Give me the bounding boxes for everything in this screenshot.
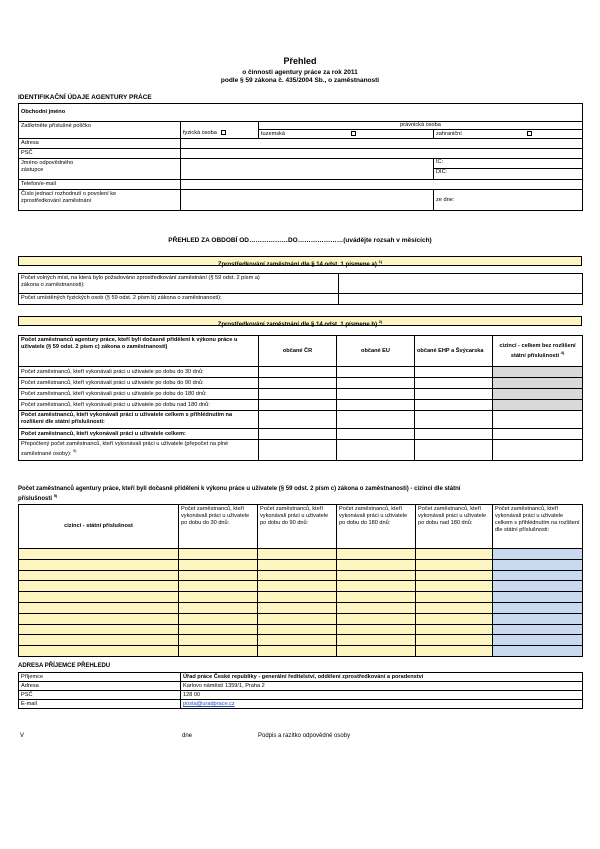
- section-b-col-main: Počet zaměstnanců agentury práce, kteří byli dočasně přiděleni k výkonu práce u uživatele (§ 59 odst. 2 písm c) zákona o zaměstnanosti): [19, 336, 259, 367]
- section-b-col-ehp: občané EHP a Švýcarska: [415, 336, 493, 367]
- count-field[interactable]: [179, 602, 258, 613]
- recalc-cz-field[interactable]: [259, 440, 337, 461]
- recipient-heading: ADRESA PŘÍJEMCE PŘEHLEDU: [18, 663, 111, 669]
- row-over-180-eu-field[interactable]: [337, 400, 415, 411]
- section-b-col-foreign-text: cizinci - celkem bez rozlišení státní příslušnosti: [499, 342, 576, 359]
- phone-field[interactable]: [181, 180, 583, 190]
- nationality-field[interactable]: [19, 581, 179, 592]
- section-c-col-total: Počet zaměstnanců, kteří vykonávali práci u uživatele celkem s přihlédnutím na rozlišení dle státní příslušnosti:: [493, 505, 583, 549]
- check-label: Zaškrtněte příslušné políčko: [19, 122, 181, 139]
- section-c-table: [18, 504, 583, 657]
- ic-label: IČ:: [436, 159, 444, 165]
- section-c-col-over-180: Počet zaměstnanců, kteří vykonávali práci u uživatele po dobu nad 180 dnů:: [416, 505, 493, 549]
- responsible-field[interactable]: [181, 159, 434, 180]
- responsible-label-line2: zástupce: [21, 166, 44, 173]
- document-legal-basis: podle § 59 zákona č. 435/2004 Sb., o zaměstnanosti: [220, 77, 380, 84]
- section-c-col-180: Počet zaměstnanců, kteří vykonávali práci u uživatele po dobu do 180 dnů:: [337, 505, 416, 549]
- psc-label: PSČ: [19, 149, 181, 159]
- row-90-eu-field[interactable]: [337, 378, 415, 389]
- foreign-checkbox[interactable]: [527, 131, 532, 136]
- total-with-ehp-field[interactable]: [415, 411, 493, 429]
- count-field[interactable]: [337, 592, 416, 603]
- count-field[interactable]: [258, 613, 337, 624]
- row-180-eu-field[interactable]: [337, 389, 415, 400]
- decision-label: [19, 190, 181, 211]
- count-field[interactable]: [416, 570, 493, 581]
- recipient-label: Příjemce: [19, 673, 181, 682]
- row-90-cz-field[interactable]: [259, 378, 337, 389]
- ident-table: [18, 103, 583, 211]
- section-a-bar: [18, 256, 582, 266]
- recipient-value: Úřad práce České republiky - generální ředitelství, oddělení zprostředkování a poradenství: [181, 673, 583, 682]
- total-eu-field[interactable]: [337, 429, 415, 440]
- vacancies-label-line2: zákona o zaměstnanosti):: [21, 281, 85, 288]
- total-field[interactable]: [493, 646, 583, 657]
- count-field[interactable]: [416, 602, 493, 613]
- count-field[interactable]: [179, 581, 258, 592]
- footer-date: dne: [182, 733, 193, 739]
- count-field[interactable]: [258, 635, 337, 646]
- row-over-180-cz-field[interactable]: [259, 400, 337, 411]
- legal-person-label: právnická osoba: [400, 122, 441, 128]
- nationality-field[interactable]: [19, 635, 179, 646]
- count-field[interactable]: [416, 646, 493, 657]
- ic-field[interactable]: [434, 159, 582, 169]
- vacancies-label: [19, 274, 339, 294]
- row-90-days-label: Počet zaměstnanců, kteří vykonávali práci u uživatele po dobu do 90 dnů:: [19, 378, 259, 389]
- count-field[interactable]: [179, 646, 258, 657]
- responsible-label-line1: Jméno odpovědného: [21, 160, 74, 166]
- table-row: [19, 602, 583, 613]
- count-field[interactable]: [258, 624, 337, 635]
- count-field[interactable]: [258, 570, 337, 581]
- section-a-table: [18, 273, 583, 305]
- row-180-days-label: Počet zaměstnanců, kteří vykonávali práci u uživatele po dobu do 180 dnů:: [19, 389, 259, 400]
- total-cz-field[interactable]: [259, 429, 337, 440]
- recipient-psc-label: PSČ: [19, 691, 181, 700]
- total-field[interactable]: [493, 570, 583, 581]
- section-c-col-nationality: cizinci - státní příslušnost: [19, 505, 179, 549]
- count-field[interactable]: [416, 549, 493, 560]
- count-field[interactable]: [416, 635, 493, 646]
- recipient-address-value: Karlovo náměstí 1359/1, Praha 2: [181, 682, 583, 691]
- count-field[interactable]: [179, 549, 258, 560]
- count-field[interactable]: [179, 592, 258, 603]
- section-b-col-cz: občané ČR: [259, 336, 337, 367]
- row-90-foreign-cell: [493, 378, 583, 389]
- document-subtitle: o činnosti agentury práce za rok 2011: [242, 69, 358, 76]
- table-row: [19, 570, 583, 581]
- section-c-heading-line1: Počet zaměstnanců agentury práce, kteří byli dočasně přiděleni k výkonu práce u uživatele (§ 59 odst. 2 písm c) zákona o zaměstnanosti) - cizinci dle státní: [18, 486, 461, 492]
- row-30-eu-field[interactable]: [337, 367, 415, 378]
- count-field[interactable]: [258, 592, 337, 603]
- section-c-rows: [19, 549, 583, 657]
- count-field[interactable]: [179, 559, 258, 570]
- count-field[interactable]: [416, 624, 493, 635]
- section-b-footnote: 2): [378, 319, 383, 324]
- section-c-footnote: 5): [53, 493, 58, 499]
- total-field[interactable]: [493, 559, 583, 570]
- responsible-label: [19, 159, 181, 180]
- total-field[interactable]: [493, 635, 583, 646]
- table-row: [19, 613, 583, 624]
- count-field[interactable]: [258, 602, 337, 613]
- total-field[interactable]: [493, 624, 583, 635]
- count-field[interactable]: [337, 635, 416, 646]
- section-b-col-eu: občané EU: [337, 336, 415, 367]
- address-field[interactable]: [181, 139, 583, 149]
- row-30-ehp-field[interactable]: [415, 367, 493, 378]
- recalc-ehp-field[interactable]: [415, 440, 493, 461]
- legal-person-group: [259, 122, 583, 139]
- row-180-cz-field[interactable]: [259, 389, 337, 400]
- total-field[interactable]: [493, 613, 583, 624]
- recipient-email-cell: [181, 700, 583, 709]
- count-field[interactable]: [179, 613, 258, 624]
- count-field[interactable]: [416, 559, 493, 570]
- domestic-label: tuzemská: [261, 131, 285, 137]
- total-foreign-field[interactable]: [493, 429, 583, 440]
- count-field[interactable]: [258, 549, 337, 560]
- table-row: [19, 592, 583, 603]
- section-b-table: [18, 335, 583, 461]
- total-field[interactable]: [493, 549, 583, 560]
- count-field[interactable]: [337, 581, 416, 592]
- count-field[interactable]: [337, 624, 416, 635]
- recipient-table: [18, 672, 583, 709]
- section-a-footnote: 1): [378, 259, 383, 264]
- count-field[interactable]: [337, 602, 416, 613]
- recalc-label-text: Přepočtený počet zaměstnanců, kteří vykonávali práci u uživatele (přepočet na plné zaměstnané osoby):: [21, 441, 229, 457]
- total-ehp-field[interactable]: [415, 429, 493, 440]
- table-row: [19, 624, 583, 635]
- section-c-col-90: Počet zaměstnanců, kteří vykonávali práci u uživatele po dobu do 90 dnů:: [258, 505, 337, 549]
- natural-person-label: fyzická osoba: [183, 130, 217, 137]
- psc-field[interactable]: [181, 149, 583, 159]
- decision-field[interactable]: [181, 190, 434, 211]
- section-c-heading: [18, 485, 582, 504]
- recalc-eu-field[interactable]: [337, 440, 415, 461]
- row-30-foreign-cell: [493, 367, 583, 378]
- count-field[interactable]: [179, 635, 258, 646]
- section-c-col-30: Počet zaměstnanců, kteří vykonávali práci u uživatele po dobu do 30 dnů:: [179, 505, 258, 549]
- count-field[interactable]: [337, 559, 416, 570]
- table-row: [19, 549, 583, 560]
- count-field[interactable]: [179, 570, 258, 581]
- recalc-foreign-field[interactable]: [493, 440, 583, 461]
- row-over-180-days-label: Počet zaměstnanců, kteří vykonávali práci u uživatele po dobu nad 180 dnů:: [19, 400, 259, 411]
- vacancies-field[interactable]: [339, 274, 583, 294]
- row-30-days-label: Počet zaměstnanců, kteří vykonávali práci u uživatele po dobu do 30 dnů:: [19, 367, 259, 378]
- placed-persons-field[interactable]: [339, 294, 583, 305]
- section-a-title: Zprostředkování zaměstnání dle § 14 odst. 1 písmene a): [217, 262, 377, 268]
- business-name-field[interactable]: [181, 104, 583, 122]
- total-field[interactable]: [493, 602, 583, 613]
- row-180-ehp-field[interactable]: [415, 389, 493, 400]
- table-row: [19, 581, 583, 592]
- total-with-nationality-label: Počet zaměstnanců, kteří vykonávali práci u uživatele celkem s přihlédnutím na rozlišení dle státní příslušnosti:: [19, 411, 259, 429]
- business-name-label: Obchodní jméno: [19, 104, 181, 122]
- natural-person-option[interactable]: [181, 122, 259, 139]
- section-b-col-foreign-footnote: 4): [560, 349, 565, 355]
- count-field[interactable]: [416, 592, 493, 603]
- phone-label: Telefon/e-mail: [19, 180, 181, 190]
- total-field[interactable]: [493, 581, 583, 592]
- nationality-field[interactable]: [19, 613, 179, 624]
- nationality-field[interactable]: [19, 592, 179, 603]
- count-field[interactable]: [337, 646, 416, 657]
- recipient-psc-value: 128 00: [181, 691, 583, 700]
- domestic-checkbox[interactable]: [351, 131, 356, 136]
- row-90-ehp-field[interactable]: [415, 378, 493, 389]
- placed-persons-label: Počet umístěných fyzických osob (§ 59 odst. 2 písm b) zákona o zaměstnanosti):: [19, 294, 339, 305]
- table-row: [19, 635, 583, 646]
- row-30-cz-field[interactable]: [259, 367, 337, 378]
- nationality-field[interactable]: [19, 570, 179, 581]
- nationality-field[interactable]: [19, 602, 179, 613]
- total-with-cz-field[interactable]: [259, 411, 337, 429]
- count-field[interactable]: [179, 624, 258, 635]
- count-field[interactable]: [416, 581, 493, 592]
- row-over-180-ehp-field[interactable]: [415, 400, 493, 411]
- nationality-field[interactable]: [19, 646, 179, 657]
- vacancies-label-line1: Počet volných míst, na která bylo požadováno zprostředkování zaměstnání (§ 59 odst. 2 písm a): [21, 275, 260, 281]
- table-row: [19, 646, 583, 657]
- section-b-col-foreign: [493, 336, 583, 367]
- decision-label-line2: zprostředkování zaměstnání: [21, 197, 92, 204]
- count-field[interactable]: [258, 559, 337, 570]
- section-b-bar: [18, 316, 582, 326]
- row-180-foreign-cell: [493, 389, 583, 400]
- recipient-email-label: E-mail: [19, 700, 181, 709]
- row-over-180-foreign-cell: [493, 400, 583, 411]
- total-label: Počet zaměstnanců, kteří vykonávali práci u uživatele celkem:: [19, 429, 259, 440]
- total-field[interactable]: [493, 592, 583, 603]
- ic-dic-cell: [434, 159, 583, 180]
- document-title: Přehled: [283, 56, 317, 66]
- nationality-field[interactable]: [19, 559, 179, 570]
- footer-place: V: [20, 733, 25, 739]
- total-with-foreign-field[interactable]: [493, 411, 583, 429]
- count-field[interactable]: [258, 646, 337, 657]
- foreign-label: zahraniční: [436, 131, 462, 137]
- ident-heading: IDENTIFIKAČNÍ ÚDAJE AGENTURY PRÁCE: [18, 94, 152, 101]
- decision-label-line1: Číslo jednací rozhodnutí o povolení ke: [21, 191, 117, 197]
- recipient-email-link[interactable]: posta@uradprace.cz: [183, 701, 235, 707]
- period-line: PŘEHLED ZA OBDOBÍ OD………………DO…………………(uvádějte rozsah v měsících): [168, 237, 432, 244]
- count-field[interactable]: [337, 570, 416, 581]
- dic-label: DIČ:: [436, 169, 448, 175]
- count-field[interactable]: [337, 613, 416, 624]
- section-c-heading-line2: příslušnosti: [18, 496, 53, 503]
- dic-field[interactable]: [434, 169, 582, 179]
- table-row: [19, 559, 583, 570]
- address-label: Adresa: [19, 139, 181, 149]
- natural-person-checkbox[interactable]: [221, 130, 226, 135]
- count-field[interactable]: [416, 613, 493, 624]
- count-field[interactable]: [258, 581, 337, 592]
- footer-signature: Podpis a razítko odpovědné osoby: [258, 733, 351, 739]
- decision-date-label: ze dne:: [436, 196, 455, 203]
- recipient-address-label: Adresa: [19, 682, 181, 691]
- decision-date-field[interactable]: [434, 190, 583, 211]
- total-with-eu-field[interactable]: [337, 411, 415, 429]
- nationality-field[interactable]: [19, 624, 179, 635]
- count-field[interactable]: [337, 549, 416, 560]
- recalc-label: [19, 440, 259, 461]
- recalc-footnote: 5): [72, 447, 77, 453]
- section-b-title: Zprostředkování zaměstnání dle § 14 odst. 1 písmene b): [217, 322, 378, 328]
- nationality-field[interactable]: [19, 549, 179, 560]
